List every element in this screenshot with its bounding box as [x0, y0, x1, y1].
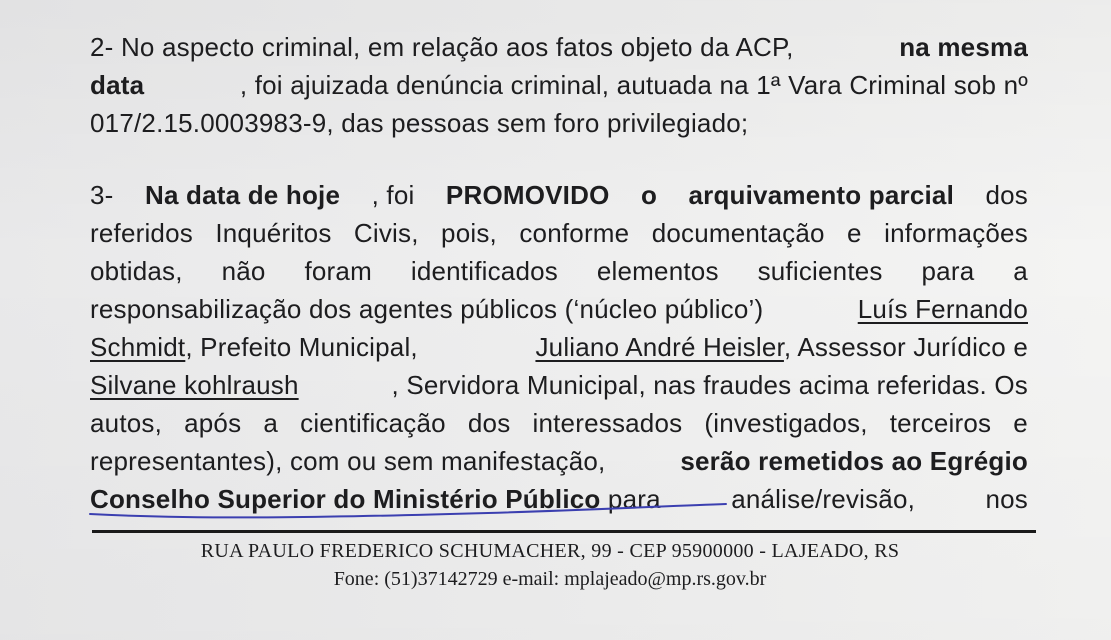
word: e: [847, 218, 862, 248]
bold-run: Conselho Superior do Ministério Público: [90, 484, 601, 514]
word: a: [1013, 256, 1028, 286]
word: análise/revisão,: [731, 484, 916, 514]
text-run: 3-: [90, 180, 114, 210]
word: pois,: [441, 218, 497, 248]
text-run: , Servidora Municipal, nas fraudes acima referidas. Os: [391, 370, 1028, 400]
bold-group: [90, 480, 661, 518]
text-line: [90, 104, 1028, 142]
bold-run: Na data de hoje: [144, 180, 341, 210]
footer-contact: Fone: (51)37142729 e-mail: mplajeado@mp.rs.gov.br: [333, 568, 767, 590]
word: informações: [884, 218, 1028, 248]
text-run: , foi: [371, 180, 415, 210]
word: para: [921, 256, 975, 286]
underlined-name: Juliano André Heisler: [535, 332, 784, 362]
word: interessados: [532, 408, 683, 438]
text-run: dos: [985, 180, 1028, 210]
text-line: [90, 28, 1028, 66]
text-line: [90, 480, 1028, 518]
footer-address: RUA PAULO FREDERICO SCHUMACHER, 99 - CEP 95900000 - LAJEADO, RS: [200, 540, 900, 562]
text-run: 017/2.15.0003983-9, das pessoas sem foro privilegiado;: [90, 108, 749, 138]
text-line: [90, 404, 1028, 442]
text-line: [90, 328, 1028, 366]
word: não: [221, 256, 266, 286]
word: terceiros: [889, 408, 992, 438]
word: elementos: [596, 256, 719, 286]
bold-run: na mesma: [899, 32, 1028, 62]
text-run: , foi ajuizada denúncia criminal, autuada na 1ª Vara Criminal sob nº: [239, 70, 1028, 100]
bold-run: o: [640, 180, 658, 210]
word: foram: [304, 256, 372, 286]
text-run: para: [600, 484, 661, 514]
word: autos,: [90, 408, 163, 438]
word: e: [1013, 408, 1028, 438]
text-run: , Assessor Jurídico e: [783, 332, 1028, 362]
word: conforme: [519, 218, 630, 248]
word: dos: [467, 408, 511, 438]
word: documentação: [651, 218, 825, 248]
underlined-name: Silvane kohlraush: [90, 370, 299, 400]
text-line: [90, 252, 1028, 290]
text-run: 2- No aspecto criminal, em relação aos fatos objeto da ACP,: [90, 32, 802, 62]
name-group: [535, 328, 1028, 366]
word: nos: [985, 484, 1028, 514]
text-line: [90, 176, 1028, 214]
text-run: representantes), com ou sem manifestação,: [90, 446, 613, 476]
bold-run: PROMOVIDO: [445, 180, 610, 210]
text-run: responsabilização dos agentes públicos (‘núcleo público’): [90, 294, 771, 324]
word: referidos: [90, 218, 193, 248]
text-line: [90, 214, 1028, 252]
bold-run: arquivamento parcial: [688, 180, 955, 210]
word: após: [184, 408, 242, 438]
word: a: [263, 408, 279, 438]
word: Inquéritos: [215, 218, 332, 248]
word: identificados: [410, 256, 558, 286]
text-line: [90, 442, 1028, 480]
word: cientificação: [300, 408, 446, 438]
underlined-name: Schmidt: [90, 332, 186, 362]
footer-rule: [92, 530, 1036, 533]
text-line: [90, 66, 1028, 104]
text-line: [90, 366, 1028, 404]
text-run: , Prefeito Municipal,: [185, 332, 426, 362]
word: obtidas,: [90, 256, 183, 286]
bold-run: serão remetidos ao Egrégio: [680, 446, 1028, 476]
underlined-name: Luís Fernando: [857, 294, 1028, 324]
name-group: [90, 328, 425, 366]
word: (investigados,: [704, 408, 868, 438]
word: suficientes: [757, 256, 883, 286]
bold-run: data: [90, 70, 145, 100]
text-line: [90, 290, 1028, 328]
word: Civis,: [353, 218, 419, 248]
